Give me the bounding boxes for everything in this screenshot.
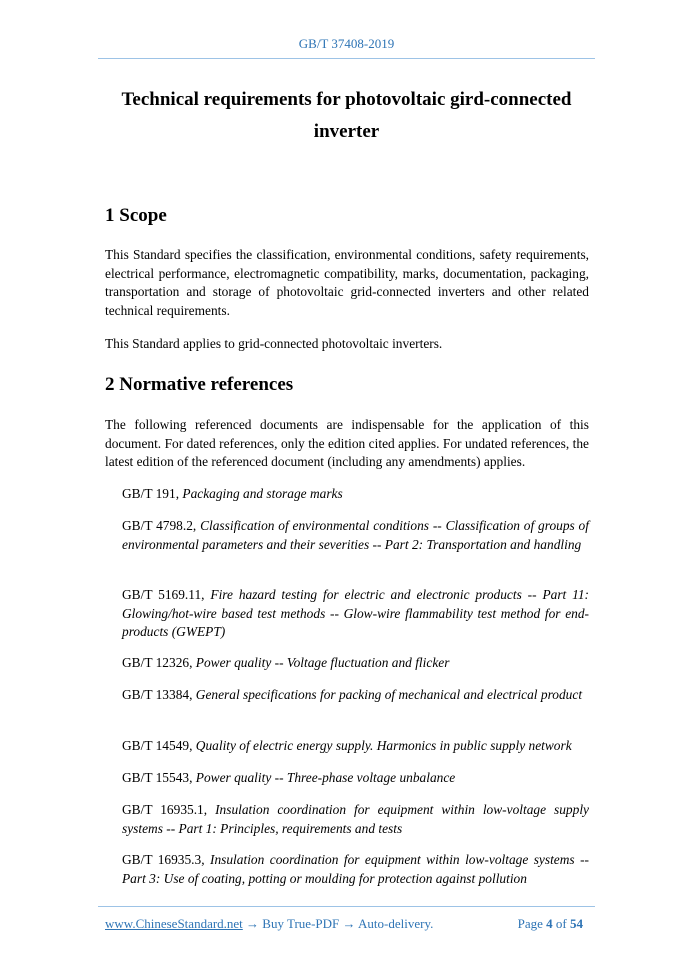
reference-item — [122, 586, 589, 642]
arrow-icon: → — [342, 916, 356, 931]
reference-code: GB/T 16935.3, — [122, 852, 210, 867]
reference-item — [122, 517, 589, 554]
references-intro-paragraph: The following referenced documents are indispensable for the application of this document. For dated references, only the edition cited applies. For undated references, the latest edition of the referenced document (including any amendments) applies. — [105, 417, 589, 469]
arrow-icon: → — [246, 916, 260, 931]
chinesestandard-link[interactable]: www.ChineseStandard.net — [105, 916, 243, 931]
title-line-2: inverter — [313, 121, 380, 142]
page-total: 54 — [570, 916, 583, 931]
reference-title: Classification of environmental conditions -- Classification of groups of environmental parameters and their severities -- Part 2: Transportation and handling — [122, 518, 589, 552]
reference-item — [122, 801, 589, 838]
section-heading-scope: 1 Scope — [105, 205, 167, 226]
page-footer — [105, 916, 589, 932]
page-number: 4 — [546, 916, 553, 931]
reference-title: Packaging and storage marks — [182, 486, 343, 501]
scope-paragraph-2: This Standard applies to grid-connected photovoltaic inverters. — [105, 336, 443, 351]
reference-item — [122, 654, 589, 673]
reference-item — [122, 851, 589, 888]
reference-code: GB/T 15543, — [122, 770, 196, 785]
reference-title: Power quality -- Three-phase voltage unbalance — [195, 770, 456, 785]
section-heading-normative-references: 2 Normative references — [105, 374, 294, 395]
reference-code: GB/T 14549, — [122, 738, 196, 753]
header-divider — [98, 58, 595, 59]
reference-title: Fire hazard testing for electric and electronic products -- Part 11: Glowing/hot-wire based test methods -- Glow-wire flammability test method for end-products (GWEPT) — [122, 587, 589, 639]
reference-item — [122, 485, 589, 504]
reference-title: Insulation coordination for equipment within low-voltage supply systems -- Part 1: Principles, requirements and tests — [122, 802, 589, 836]
page-label: Page — [517, 916, 543, 931]
footer-divider — [98, 906, 595, 907]
reference-item — [122, 686, 589, 705]
auto-delivery-text: Auto-delivery. — [358, 916, 434, 931]
reference-code: GB/T 191, — [122, 486, 183, 501]
document-title — [60, 84, 633, 148]
scope-paragraph-1: This Standard specifies the classification, environmental conditions, safety requirements, electrical performance, electromagnetic compatibility, marks, documentation, packaging, transportation and storage of photovoltaic grid-connected inverters and other related technical requirements. — [105, 247, 589, 318]
reference-code: GB/T 16935.1, — [122, 802, 216, 817]
reference-code: GB/T 13384, — [122, 687, 196, 702]
page-indicator — [518, 916, 583, 932]
reference-title: Quality of electric energy supply. Harmonics in public supply network — [195, 738, 572, 753]
reference-code: GB/T 4798.2, — [122, 518, 201, 533]
document-id-header: GB/T 37408-2019 — [298, 36, 395, 51]
title-line-1: Technical requirements for photovoltaic gird-connected — [121, 89, 572, 110]
reference-code: GB/T 12326, — [122, 655, 196, 670]
of-label: of — [555, 916, 567, 931]
buy-true-pdf-link[interactable]: Buy True-PDF — [262, 916, 340, 931]
reference-item — [122, 737, 589, 756]
reference-title: General specifications for packing of mechanical and electrical product — [195, 687, 583, 702]
reference-item — [122, 769, 589, 788]
reference-code: GB/T 5169.11, — [122, 587, 211, 602]
reference-title: Insulation coordination for equipment within low-voltage systems -- Part 3: Use of coating, potting or moulding for protection against pollution — [122, 852, 589, 886]
reference-title: Power quality -- Voltage fluctuation and flicker — [195, 655, 450, 670]
